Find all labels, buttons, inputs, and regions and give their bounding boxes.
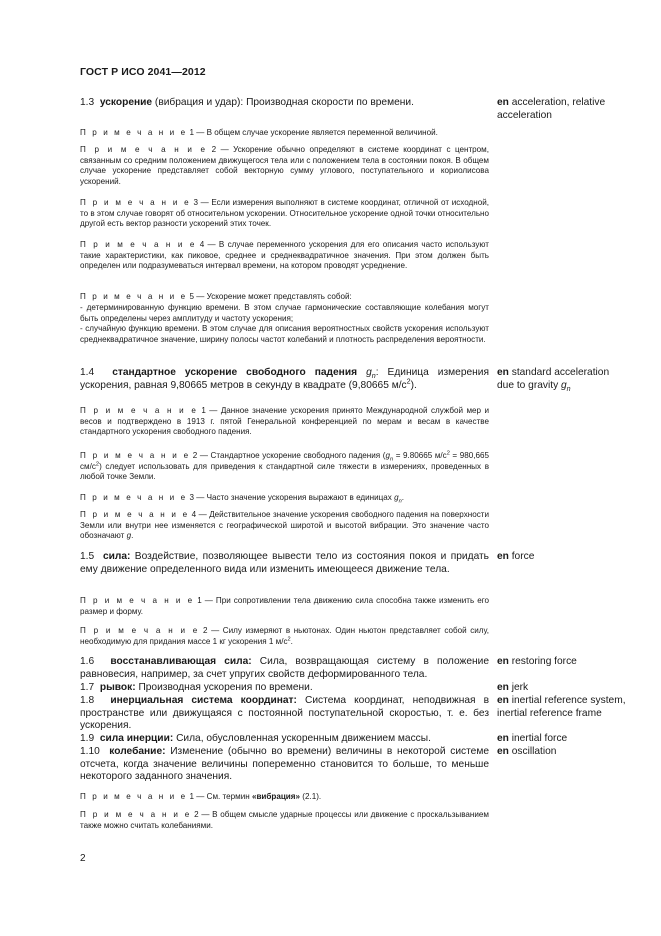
note-1-3-3: П р и м е ч а н и е 3 — Если измерения выполняют в системе координат, отличной от исходной, то в этом случае говорят об относительном ускорении. Относительное ускорение одной точки относительно другой есть вектор разности ускорений этих точек. xyxy=(80,198,490,229)
en-term-1-3: en acceleration, relative acceleration xyxy=(497,97,606,121)
note-1-3-5: П р и м е ч а н и е 5 — Ускорение может представлять собой: xyxy=(80,292,352,301)
en-term-1-5: en force xyxy=(497,551,535,562)
en-term-1-7: en jerk xyxy=(497,682,529,693)
term-1-9: 1.9 сила инерции: Сила, обусловленная ускоренным движением массы. xyxy=(80,733,431,744)
document-header: ГОСТ Р ИСО 2041—2012 xyxy=(80,66,206,78)
term-name: рывок: xyxy=(99,682,136,693)
term-1-7: 1.7 рывок: Производная ускорения по времени. xyxy=(80,682,313,693)
term-name: колебание: xyxy=(109,746,166,757)
term-1-4: 1.4 стандартное ускорение свободного падения $g_n$: Единица измерения ускорения, равная 9,80665 метров в секунду в квадрате (9,80665 $м/с^2$). xyxy=(80,367,489,391)
term-name: стандартное ускорение свободного падения xyxy=(112,367,358,378)
en-term-1-8: en inertial reference system, inertial reference frame xyxy=(497,695,626,719)
note-1-4-3: П р и м е ч а н и е 3 — Часто значение ускорения выражают в единицах $g_n$. xyxy=(80,493,404,505)
note-1-3-5b: - случайную функцию времени. В этом случае для описания вероятностных свойств ускорения используют среднеквадратичное значение, ширину полосы частот колебаний и плотность распределения вероятности. xyxy=(80,324,489,344)
term-1-5: 1.5 сила: Воздействие, позволяющее вывести тело из состояния покоя и придать ему движение определенного вида или изменить имеющееся движение тела. xyxy=(80,551,489,575)
term-name: сила: xyxy=(102,551,131,562)
en-term-1-6: en restoring force xyxy=(497,656,577,667)
note-1-3-5a: - детерминированную функцию времени. В этом случае гармонические составляющие колебания могут быть определены через амплитуду и частоту ускорения; xyxy=(80,303,489,323)
term-1-8: 1.8 инерциальная система координат: Система координат, неподвижная в пространстве или движущаяся с постоянной поступательной скоростью, т. е. без ускорения. xyxy=(80,695,489,732)
en-term-1-9: en inertial force xyxy=(497,733,568,744)
en-term-1-10: en oscillation xyxy=(497,746,557,757)
en-term-1-4: en standard acceleration due to gravity $g_n$ xyxy=(497,367,610,393)
note-1-4-2: П р и м е ч а н и е 2 — Стандартное ускорение свободного падения ($g_n = 9.80665$ $м/с^2 = 980,665$ $см/с^2$) следует использовать для приведения к стандартной силе тяжести в измерениях, проведенных в любой точке Земли. xyxy=(80,450,489,482)
page-number: 2 xyxy=(80,853,86,864)
term-name: инерциальная система координат: xyxy=(110,695,297,706)
term-1-6: 1.6 восстанавливающая сила: Сила, возвращающая систему в положение равновесия, например, за счет упругих свойств деформированного тела. xyxy=(80,656,489,680)
note-1-5-1: П р и м е ч а н и е 1 — При сопротивлении тела движению сила способна также изменить его размер и форму. xyxy=(80,596,489,616)
note-1-10-1: П р и м е ч а н и е 1 — См. термин «вибрация» (2.1). xyxy=(80,792,322,801)
note-1-4-4: П р и м е ч а н и е 4 — Действительное значение ускорения свободного падения на поверхности Земли или внутри нее изменяется с географической широтой и высотой вибрации. Это значение часто обозначают g. xyxy=(80,510,489,541)
note-1-3-1: П р и м е ч а н и е 1 — В общем случае ускорение является переменной величиной. xyxy=(80,128,438,137)
term-1-10: 1.10 колебание: Изменение (обычно во времени) величины в некоторой системе отсчета, когда значение величины попеременно становится то больше, то меньше некоторого заданного значения. xyxy=(80,746,489,783)
term-name: сила инерции: xyxy=(99,733,174,744)
term-name: восстанавливающая сила: xyxy=(110,656,252,667)
note-1-4-1: П р и м е ч а н и е 1 — Данное значение ускорения принято Международной службой мер и весов и подтверждено в 1913 г. пятой Генеральной конференцией по мерам и весам в качестве стандартного ускорения свободного падения. xyxy=(80,406,489,437)
note-1-5-2: П р и м е ч а н и е 2 — Силу измеряют в ньютонах. Один ньютон представляет собой силу, необходимую для придания массе 1 кг ускорения 1 $м/с^2$. xyxy=(80,626,489,646)
term-name: ускорение xyxy=(99,97,153,108)
note-1-3-4: П р и м е ч а н и е 4 — В случае переменного ускорения для его описания часто используют такие характеристики, как пиковое, среднее и среднеквадратичное значения. При этом должен быть определен или подразумеваться интервал времени, на котором проводят усреднение. xyxy=(80,240,489,271)
note-1-3-2: П р и м е ч а н и е 2 — Ускорение обычно определяют в системе координат с центром, связанным со средним положением движущегося тела или с положением тела в состоянии покоя. В общем случае ускорение представляет собой векторную сумму углового, поступательного и кориолисова ускорений. xyxy=(80,145,489,187)
term-1-3: 1.3 ускорение (вибрация и удар): Производная скорости по времени. xyxy=(80,97,414,108)
note-1-10-2: П р и м е ч а н и е 2 — В общем смысле ударные процессы или движение с проскальзыванием также можно считать колебаниями. xyxy=(80,810,489,830)
